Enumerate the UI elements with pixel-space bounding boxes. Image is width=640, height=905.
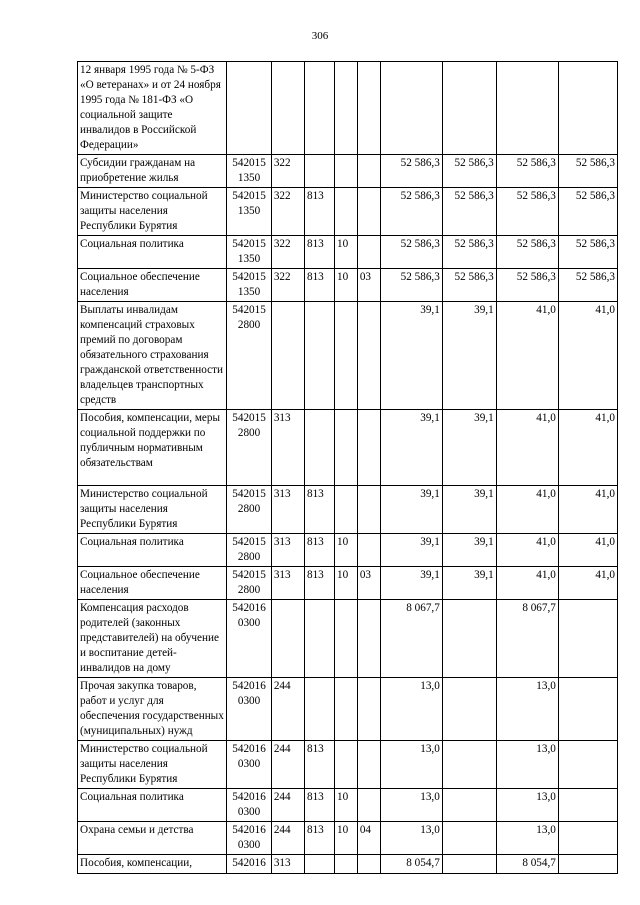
table-row: [78, 855, 618, 874]
expense-type-code-cell: 322: [271, 188, 304, 236]
item-name-cell: Пособия, компенсации, меры социальной поддержки по публичным нормативным обязательствам: [78, 410, 227, 486]
target-article-code-cell: 542015 1350: [227, 269, 272, 302]
administrator-code-cell: 813: [304, 269, 334, 302]
table-row: [78, 188, 618, 236]
administrator-code-cell: 813: [304, 789, 334, 822]
expense-type-code-cell: 244: [271, 822, 304, 855]
table-row: [78, 678, 618, 741]
table-row: [78, 789, 618, 822]
amount-1-cell: 39,1: [380, 410, 442, 486]
target-article-code-cell: 542016 0300: [227, 600, 272, 678]
section-code-cell: [335, 600, 358, 678]
amount-1-cell: 13,0: [380, 741, 442, 789]
target-article-code-cell: 542016 0300: [227, 741, 272, 789]
amount-1-cell: 39,1: [380, 302, 442, 410]
amount-1-cell: [380, 62, 442, 155]
item-name-cell: Социальная политика: [78, 236, 227, 269]
amount-2-cell: 39,1: [442, 486, 496, 534]
amount-4-cell: 41,0: [558, 410, 617, 486]
amount-4-cell: 41,0: [558, 567, 617, 600]
target-article-code-cell: 542015 1350: [227, 236, 272, 269]
section-code-cell: [335, 302, 358, 410]
subsection-code-cell: [357, 486, 380, 534]
amount-4-cell: [558, 741, 617, 789]
section-code-cell: [335, 741, 358, 789]
amount-3-cell: 41,0: [496, 410, 558, 486]
amount-1-cell: 13,0: [380, 822, 442, 855]
item-name-cell: Компенсация расходов родителей (законных представителей) на обучение и воспитание детей-инвалидов на дому: [78, 600, 227, 678]
subsection-code-cell: [357, 678, 380, 741]
amount-1-cell: 8 054,7: [380, 855, 442, 874]
administrator-code-cell: [304, 678, 334, 741]
amount-3-cell: 52 586,3: [496, 188, 558, 236]
target-article-code-cell: 542015 2800: [227, 534, 272, 567]
amount-4-cell: 52 586,3: [558, 155, 617, 188]
item-name-cell: Социальная политика: [78, 534, 227, 567]
amount-3-cell: 8 067,7: [496, 600, 558, 678]
table-row: [78, 486, 618, 534]
amount-1-cell: 52 586,3: [380, 269, 442, 302]
amount-2-cell: 39,1: [442, 534, 496, 567]
table-row: [78, 410, 618, 486]
subsection-code-cell: [357, 600, 380, 678]
table-row: [78, 567, 618, 600]
table-row: [78, 269, 618, 302]
section-code-cell: 10: [335, 822, 358, 855]
administrator-code-cell: [304, 410, 334, 486]
amount-3-cell: [496, 62, 558, 155]
item-name-cell: Охрана семьи и детства: [78, 822, 227, 855]
amount-1-cell: 39,1: [380, 486, 442, 534]
amount-4-cell: 52 586,3: [558, 188, 617, 236]
section-code-cell: [335, 62, 358, 155]
item-name-cell: Социальная политика: [78, 789, 227, 822]
expense-type-code-cell: [271, 302, 304, 410]
amount-2-cell: 52 586,3: [442, 155, 496, 188]
section-code-cell: [335, 188, 358, 236]
amount-3-cell: 13,0: [496, 789, 558, 822]
amount-3-cell: 41,0: [496, 302, 558, 410]
administrator-code-cell: 813: [304, 188, 334, 236]
target-article-code-cell: 542015 2800: [227, 410, 272, 486]
amount-2-cell: [442, 822, 496, 855]
amount-1-cell: 8 067,7: [380, 600, 442, 678]
amount-4-cell: 52 586,3: [558, 269, 617, 302]
item-name-cell: 12 января 1995 года № 5-ФЗ «О ветеранах» и от 24 ноября 1995 года № 181-ФЗ «О социальной защите инвалидов в Российской Федерации»: [78, 62, 227, 155]
amount-4-cell: [558, 600, 617, 678]
subsection-code-cell: 03: [357, 567, 380, 600]
amount-2-cell: 52 586,3: [442, 236, 496, 269]
amount-2-cell: 39,1: [442, 410, 496, 486]
section-code-cell: 10: [335, 269, 358, 302]
amount-3-cell: 41,0: [496, 534, 558, 567]
budget-table-body: [78, 62, 618, 874]
expense-type-code-cell: 322: [271, 269, 304, 302]
amount-3-cell: 41,0: [496, 567, 558, 600]
section-code-cell: [335, 155, 358, 188]
subsection-code-cell: [357, 155, 380, 188]
expense-type-code-cell: [271, 600, 304, 678]
item-name-cell: Выплаты инвалидам компенсаций страховых премий по договорам обязательного страхования гражданской ответственности владельцев транспортных средств: [78, 302, 227, 410]
amount-1-cell: 52 586,3: [380, 188, 442, 236]
administrator-code-cell: [304, 62, 334, 155]
target-article-code-cell: 542016 0300: [227, 789, 272, 822]
amount-4-cell: [558, 62, 617, 155]
item-name-cell: Пособия, компенсации,: [78, 855, 227, 874]
subsection-code-cell: 03: [357, 269, 380, 302]
amount-4-cell: [558, 678, 617, 741]
expense-type-code-cell: 244: [271, 678, 304, 741]
expense-type-code-cell: 313: [271, 855, 304, 874]
administrator-code-cell: [304, 600, 334, 678]
amount-2-cell: [442, 678, 496, 741]
administrator-code-cell: 813: [304, 741, 334, 789]
item-name-cell: Прочая закупка товаров, работ и услуг для обеспечения государственных (муниципальных) нужд: [78, 678, 227, 741]
subsection-code-cell: 04: [357, 822, 380, 855]
item-name-cell: Социальное обеспечение населения: [78, 567, 227, 600]
target-article-code-cell: 542015 1350: [227, 188, 272, 236]
administrator-code-cell: 813: [304, 534, 334, 567]
section-code-cell: 10: [335, 567, 358, 600]
item-name-cell: Министерство социальной защиты населения Республики Бурятия: [78, 188, 227, 236]
expense-type-code-cell: 244: [271, 789, 304, 822]
amount-3-cell: 52 586,3: [496, 155, 558, 188]
expense-type-code-cell: 313: [271, 534, 304, 567]
target-article-code-cell: 542016 0300: [227, 678, 272, 741]
table-row: [78, 236, 618, 269]
amount-2-cell: [442, 855, 496, 874]
item-name-cell: Социальное обеспечение населения: [78, 269, 227, 302]
target-article-code-cell: 542015 2800: [227, 567, 272, 600]
section-code-cell: 10: [335, 534, 358, 567]
subsection-code-cell: [357, 62, 380, 155]
section-code-cell: 10: [335, 789, 358, 822]
amount-2-cell: 52 586,3: [442, 188, 496, 236]
target-article-code-cell: 542015 2800: [227, 486, 272, 534]
subsection-code-cell: [357, 302, 380, 410]
amount-2-cell: [442, 789, 496, 822]
expense-type-code-cell: 313: [271, 567, 304, 600]
target-article-code-cell: 542016: [227, 855, 272, 874]
amount-3-cell: 13,0: [496, 741, 558, 789]
expense-type-code-cell: 322: [271, 236, 304, 269]
amount-1-cell: 52 586,3: [380, 236, 442, 269]
amount-3-cell: 13,0: [496, 822, 558, 855]
amount-2-cell: 39,1: [442, 302, 496, 410]
amount-2-cell: 39,1: [442, 567, 496, 600]
item-name-cell: Министерство социальной защиты населения Республики Бурятия: [78, 486, 227, 534]
subsection-code-cell: [357, 188, 380, 236]
target-article-code-cell: 542015 1350: [227, 155, 272, 188]
item-name-cell: Субсидии гражданам на приобретение жилья: [78, 155, 227, 188]
subsection-code-cell: [357, 410, 380, 486]
section-code-cell: 10: [335, 236, 358, 269]
administrator-code-cell: [304, 302, 334, 410]
administrator-code-cell: 813: [304, 486, 334, 534]
budget-table: [77, 61, 618, 874]
amount-4-cell: 41,0: [558, 302, 617, 410]
subsection-code-cell: [357, 534, 380, 567]
amount-1-cell: 13,0: [380, 678, 442, 741]
amount-4-cell: 41,0: [558, 534, 617, 567]
amount-4-cell: [558, 822, 617, 855]
subsection-code-cell: [357, 789, 380, 822]
administrator-code-cell: 813: [304, 236, 334, 269]
expense-type-code-cell: 313: [271, 410, 304, 486]
table-row: [78, 741, 618, 789]
amount-4-cell: [558, 789, 617, 822]
administrator-code-cell: 813: [304, 822, 334, 855]
section-code-cell: [335, 486, 358, 534]
expense-type-code-cell: 244: [271, 741, 304, 789]
table-row: [78, 155, 618, 188]
subsection-code-cell: [357, 855, 380, 874]
table-row: [78, 822, 618, 855]
section-code-cell: [335, 855, 358, 874]
amount-1-cell: 39,1: [380, 567, 442, 600]
item-name-cell: Министерство социальной защиты населения Республики Бурятия: [78, 741, 227, 789]
expense-type-code-cell: [271, 62, 304, 155]
page-number: 306: [311, 30, 329, 42]
table-row: [78, 302, 618, 410]
table-row: [78, 534, 618, 567]
administrator-code-cell: [304, 155, 334, 188]
section-code-cell: [335, 410, 358, 486]
expense-type-code-cell: 322: [271, 155, 304, 188]
amount-3-cell: 52 586,3: [496, 269, 558, 302]
amount-3-cell: 8 054,7: [496, 855, 558, 874]
amount-2-cell: [442, 600, 496, 678]
administrator-code-cell: 813: [304, 567, 334, 600]
amount-2-cell: [442, 62, 496, 155]
table-row: [78, 62, 618, 155]
amount-3-cell: 52 586,3: [496, 236, 558, 269]
administrator-code-cell: [304, 855, 334, 874]
amount-4-cell: 52 586,3: [558, 236, 617, 269]
amount-1-cell: 52 586,3: [380, 155, 442, 188]
expense-type-code-cell: 313: [271, 486, 304, 534]
amount-4-cell: [558, 855, 617, 874]
amount-3-cell: 13,0: [496, 678, 558, 741]
target-article-code-cell: 542016 0300: [227, 822, 272, 855]
amount-4-cell: 41,0: [558, 486, 617, 534]
amount-3-cell: 41,0: [496, 486, 558, 534]
amount-1-cell: 39,1: [380, 534, 442, 567]
target-article-code-cell: [227, 62, 272, 155]
amount-2-cell: 52 586,3: [442, 269, 496, 302]
target-article-code-cell: 542015 2800: [227, 302, 272, 410]
amount-1-cell: 13,0: [380, 789, 442, 822]
subsection-code-cell: [357, 236, 380, 269]
section-code-cell: [335, 678, 358, 741]
amount-2-cell: [442, 741, 496, 789]
table-row: [78, 600, 618, 678]
subsection-code-cell: [357, 741, 380, 789]
